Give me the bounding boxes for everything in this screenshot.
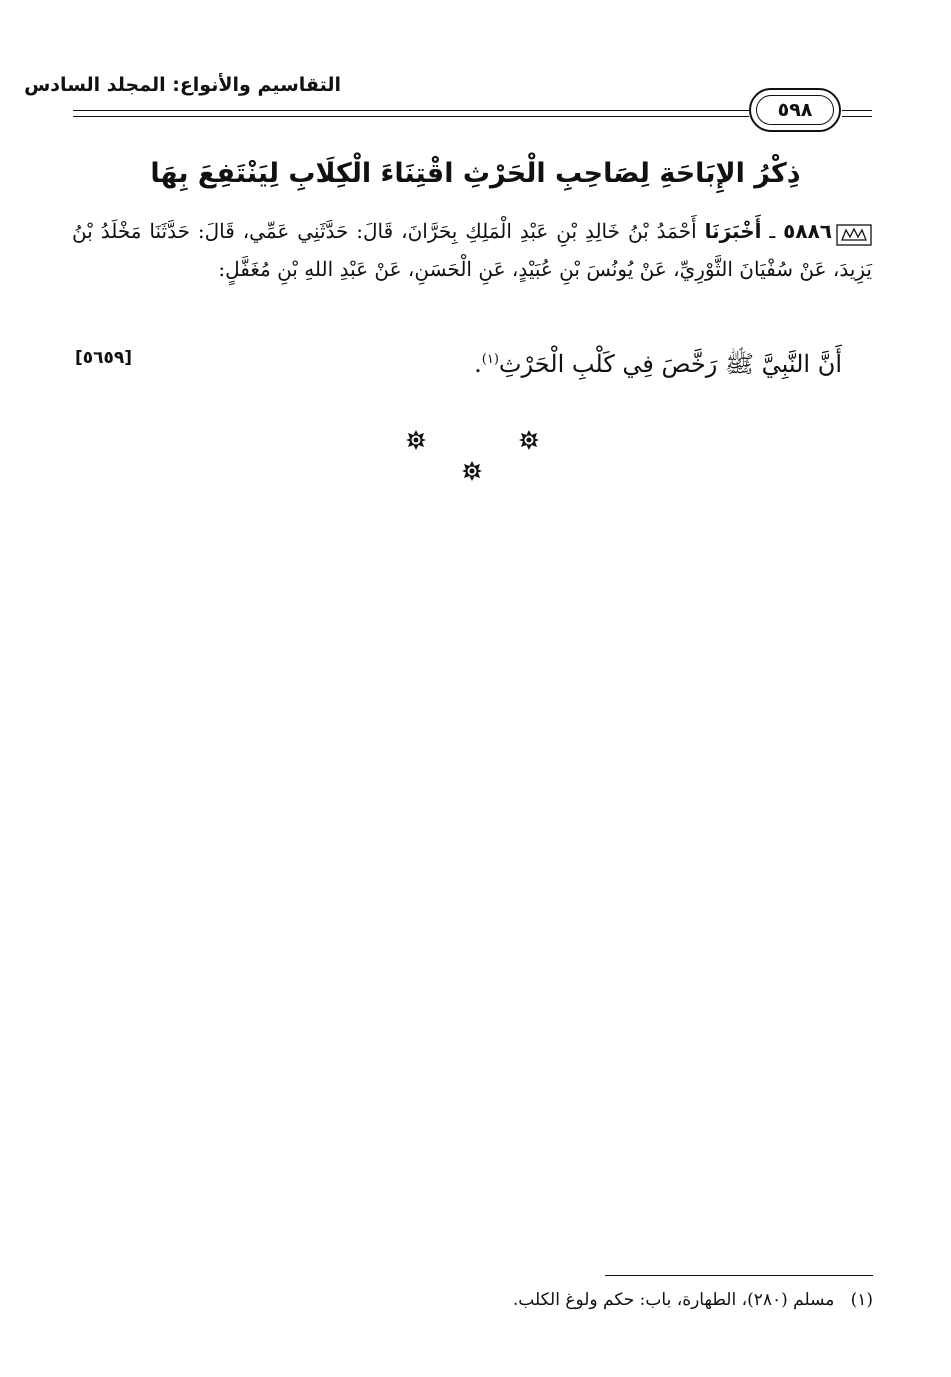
flower-ornament-icon <box>518 429 540 451</box>
footnote-text: مسلم (٢٨٠)، الطهارة، باب: حكم ولوغ الكلب. <box>512 1290 835 1310</box>
cross-reference-number: [٥٦٥٩] <box>75 348 133 368</box>
hadith-dash: ـ <box>761 219 784 243</box>
hadith-isnad <box>72 212 872 288</box>
footnote-rule <box>605 1275 873 1276</box>
chapter-heading: ذِكْرُ الإِبَاحَةِ لِصَاحِبِ الْحَرْثِ اقْتِنَاءَ الْكِلَابِ لِيَنْتَفِعَ بِهَا <box>150 158 801 189</box>
page-number: ٥٩٨ <box>756 95 834 125</box>
hadith-matn-row <box>72 340 872 384</box>
hadith-matn <box>474 340 842 384</box>
footnote-marker: (١) <box>850 1290 873 1310</box>
header-rule <box>73 110 749 111</box>
header-rule <box>73 116 749 117</box>
hadith-opener: أَخْبَرَنَا <box>704 219 762 243</box>
hadith-number: ٥٨٨٦ <box>783 219 832 243</box>
header-rule <box>842 110 872 111</box>
header-rule <box>842 116 872 117</box>
page-number-frame <box>749 88 841 132</box>
running-title: التقاسيم والأنواع: المجلد السادس <box>24 74 341 96</box>
flower-ornament-icon <box>461 460 483 482</box>
footnote-marker[interactable]: (١) <box>481 352 499 367</box>
hadith-isnad-text: أَحْمَدُ بْنُ خَالِدِ بْنِ عَبْدِ الْمَلِكِ بِحَرَّانَ، قَالَ: حَدَّثَنِي عَمِّي، قَالَ: حَدَّثَنَا مَخْلَدُ بْنُ يَزِيدَ، عَنْ سُفْيَانَ الثَّوْرِيِّ، عَنْ يُونُسَ بْنِ عُبَيْدٍ، عَنِ الْحَسَنِ، عَنْ عَبْدِ اللهِ بْنِ مُغَفَّلٍ: <box>72 219 872 281</box>
footnote <box>153 1290 873 1310</box>
flower-ornament-icon <box>405 429 427 451</box>
hadith-matn-text: أَنَّ النَّبِيَّ ﷺ رَخَّصَ فِي كَلْبِ الْحَرْثِ <box>498 350 842 378</box>
hadith-matn-end: . <box>474 350 482 378</box>
star-icon <box>836 221 872 245</box>
